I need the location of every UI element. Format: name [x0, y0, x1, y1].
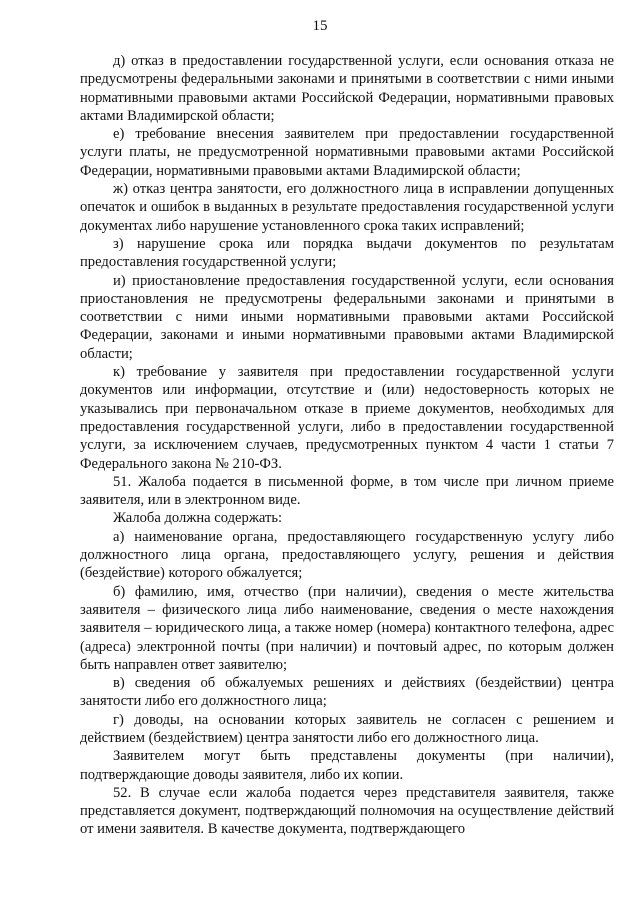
page-body: [80, 52, 614, 839]
paragraph-item-z: з) нарушение срока или порядка выдачи документов по результатам предоставления государственной услуги;: [80, 235, 614, 271]
paragraph-item-d: д) отказ в предоставлении государственной услуги, если основания отказа не предусмотрены федеральными законами и принятыми в соответствии с ними иными нормативными правовыми актами Российской Федерации, нормативными правовых актами Владимирской области;: [80, 53, 614, 124]
paragraph-item-g: г) доводы, на основании которых заявитель не согласен с решением и действием (бездействием) центра занятости либо его должностного лица.: [80, 711, 614, 746]
paragraph-item-a: а) наименование органа, предоставляющего государственную услугу либо должностного лица органа, предоставляющего услугу, решения и действия (бездействие) которого обжалуется;: [80, 528, 614, 582]
paragraph-supporting-documents: Заявителем могут быть представлены документы (при наличии), подтверждающие доводы заявителя, либо их копии.: [80, 748, 614, 783]
paragraph-item-v: в) сведения об обжалуемых решениях и действиях (бездействии) центра занятости либо его должностного лица;: [80, 675, 614, 710]
paragraph-item-e: е) требование внесения заявителем при предоставлении государственной услуги платы, не предусмотренной нормативными правовыми актами Российской Федерации, нормативными правовыми актами Владимирской области;: [80, 126, 614, 179]
paragraph-item-b: б) фамилию, имя, отчество (при наличии), сведения о месте жительства заявителя – физического лица либо наименование, сведения о месте нахождения заявителя – юридического лица, а также номер (номера) контактного телефона, адрес (адреса) электронной почты (при наличии) и почтовый адрес, по которым должен быть направлен ответ заявителю;: [80, 583, 614, 673]
paragraph-clause-51: 51. Жалоба подается в письменной форме, в том числе при личном приеме заявителя, или в электронном виде.: [80, 473, 614, 509]
paragraph-clause-52: 52. В случае если жалоба подается через представителя заявителя, также представляется документ, подтверждающий полномочия на осуществление действий от имени заявителя. В качестве документа, подтверждающего: [80, 784, 614, 838]
page-number: 15: [312, 18, 328, 34]
paragraph-item-i: и) приостановление предоставления государственной услуги, если основания приостановления не предусмотрены федеральными законами и принятыми в соответствии с ними иными нормативными правовыми актами Российской Федерации, законами и иными нормативными правовыми актами Владимирской области;: [80, 272, 614, 362]
paragraph-item-k: к) требование у заявителя при предоставлении государственной услуги документов или информации, отсутствие и (или) недостоверность которых не указывались при первоначальном отказе в приеме документов, необходимых для предоставления государственной услуги, либо в предоставлении государственной услуги, за исключением случаев, предусмотренных пунктом 4 части 1 статьи 7 Федерального закона № 210-ФЗ.: [80, 364, 614, 472]
paragraph-item-zh: ж) отказ центра занятости, его должностного лица в исправлении допущенных опечаток и ошибок в выданных в результате предоставления государственной услуги документах либо нарушение установленного срока таких исправлений;: [80, 181, 614, 234]
paragraph-complaint-contents-intro: Жалоба должна содержать:: [113, 510, 283, 527]
